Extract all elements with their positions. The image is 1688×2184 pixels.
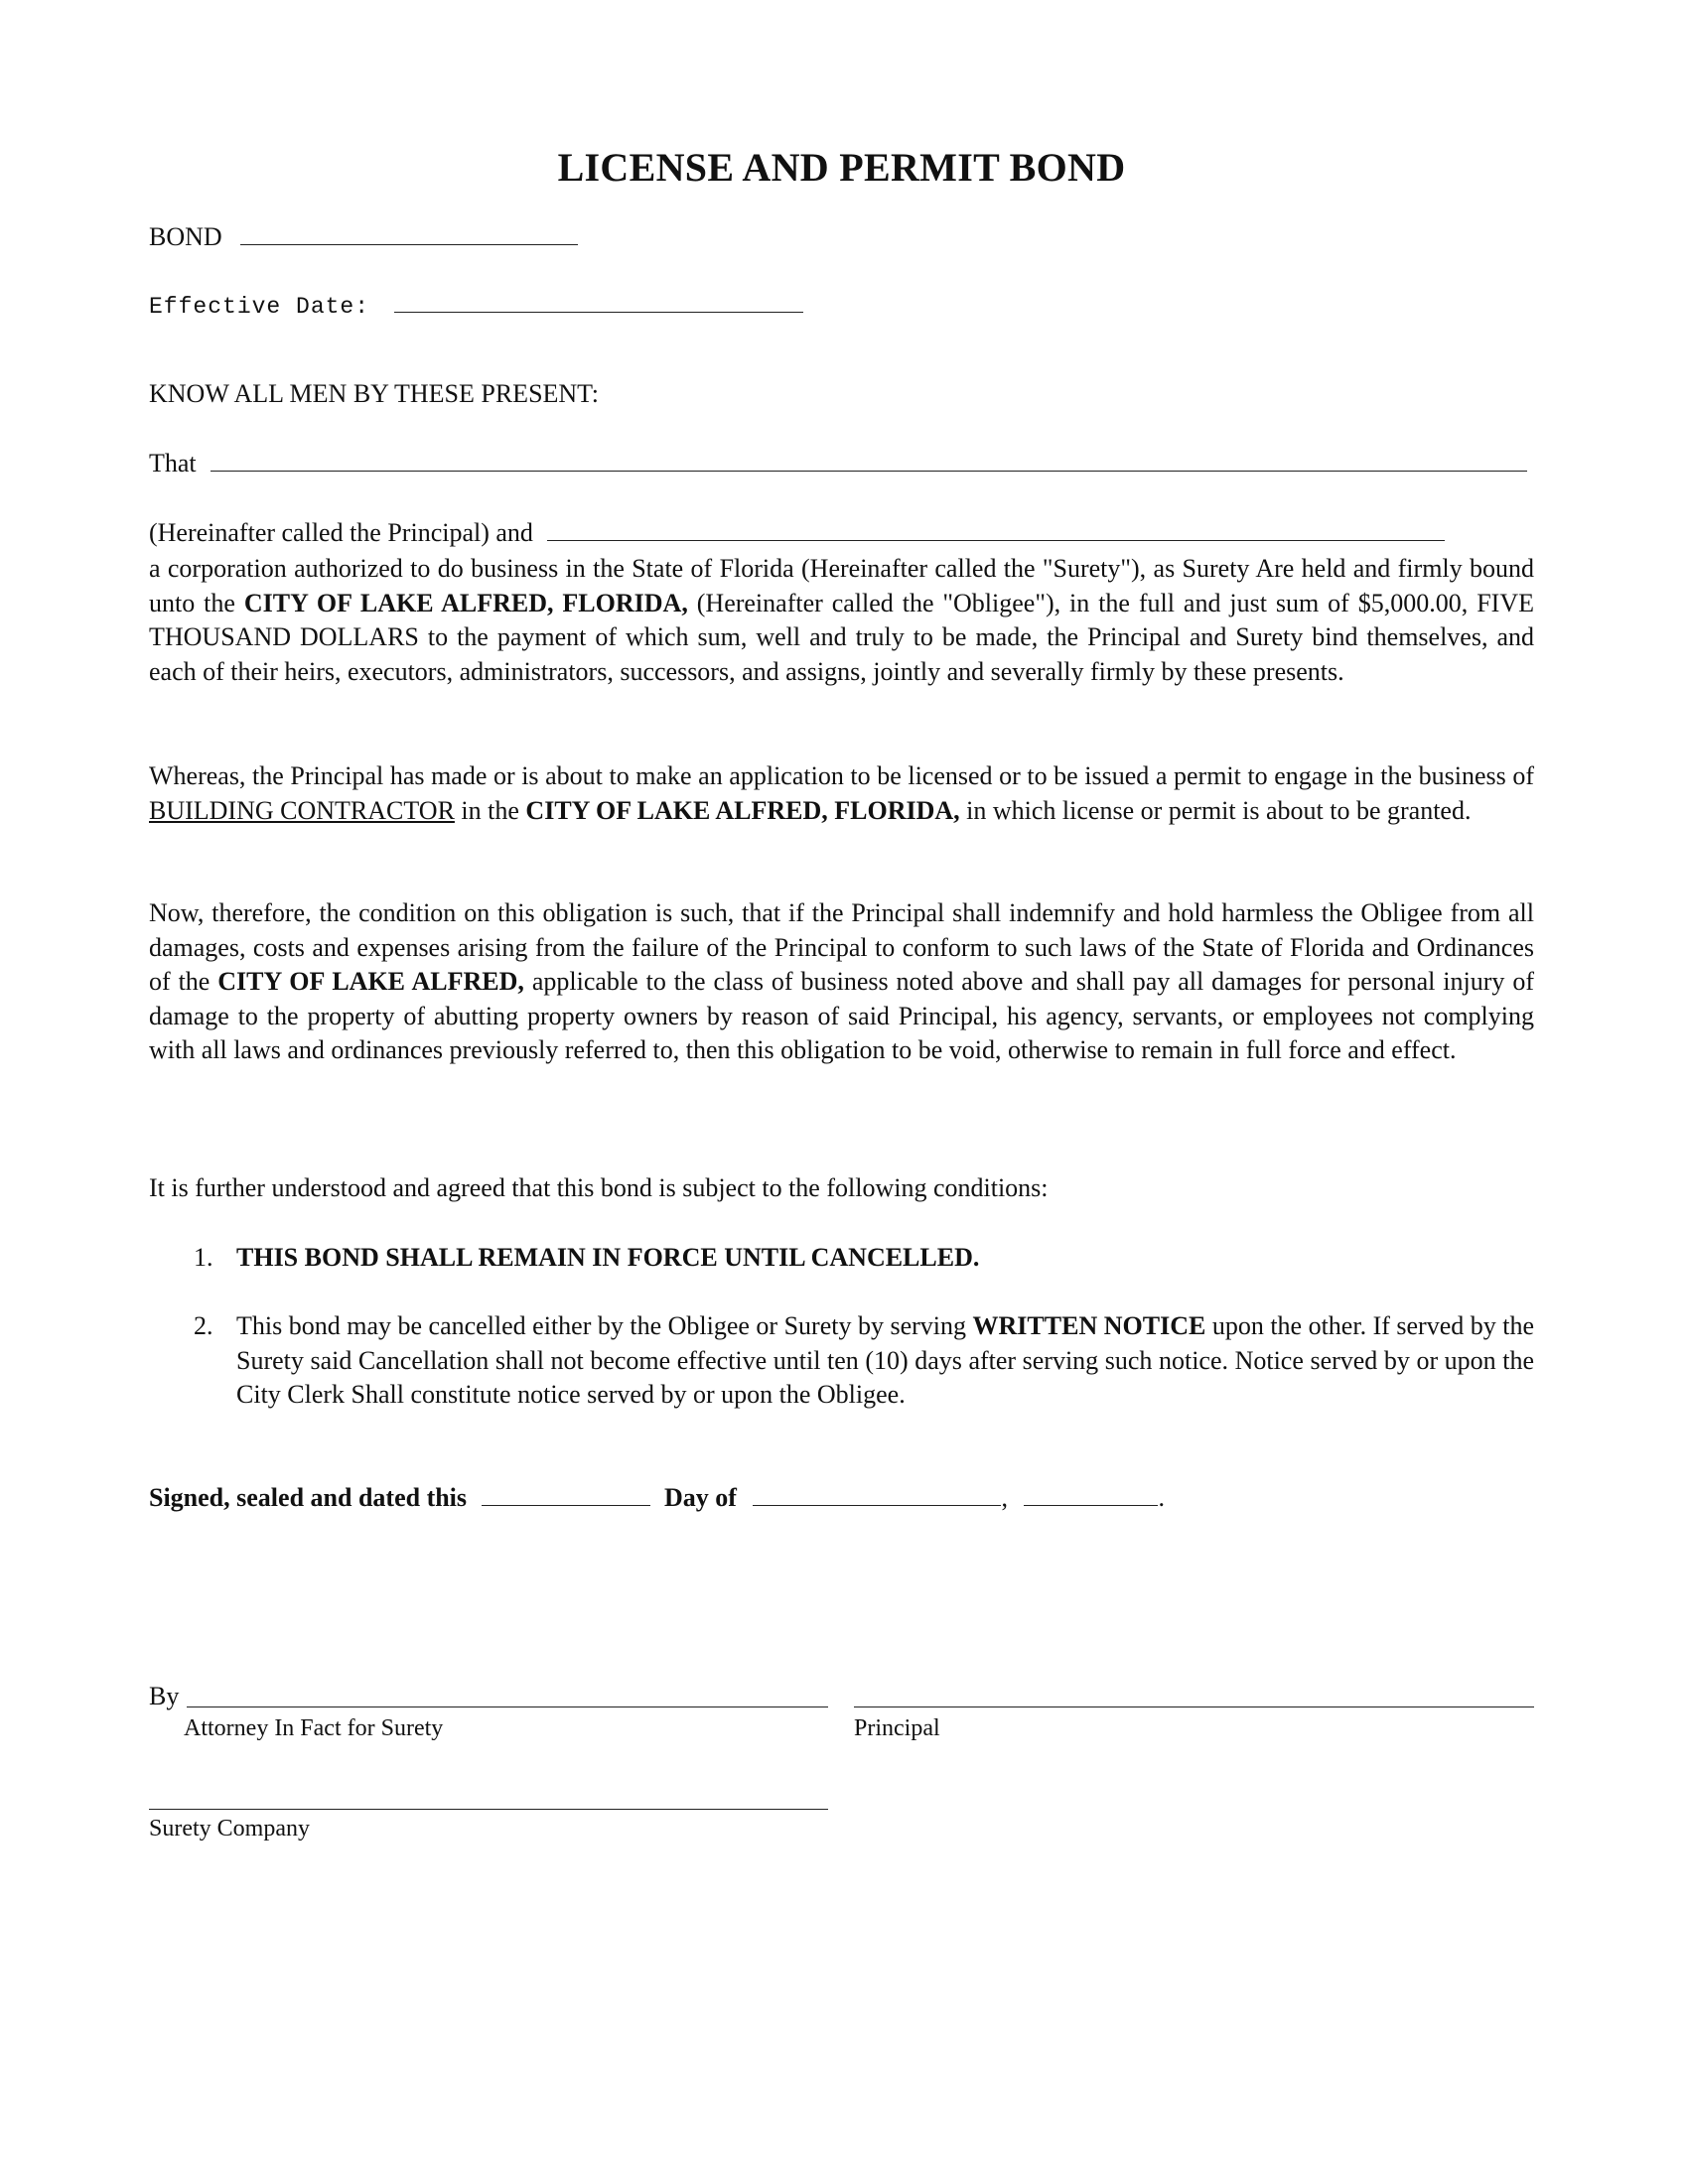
- city-name: CITY OF LAKE ALFRED, FLORIDA,: [243, 588, 688, 617]
- know-all-heading: KNOW ALL MEN BY THESE PRESENT:: [149, 379, 599, 408]
- surety-name-field[interactable]: [547, 539, 1445, 541]
- that-label: That: [149, 449, 197, 478]
- business-type: BUILDING CONTRACTOR: [149, 795, 455, 825]
- page-title: LICENSE AND PERMIT BOND: [557, 145, 1126, 190]
- day-of-label: Day of: [664, 1483, 737, 1512]
- attorney-signature-line[interactable]: [187, 1706, 828, 1707]
- signed-dated-row: Signed, sealed and dated this Day of , .: [149, 1483, 1165, 1512]
- signed-label: Signed, sealed and dated this: [149, 1483, 468, 1512]
- month-field[interactable]: [753, 1504, 1001, 1506]
- bond-number-row: [149, 220, 578, 254]
- condition-item: 1. THIS BOND SHALL REMAIN IN FORCE UNTIL CANCELLED.: [194, 1243, 980, 1272]
- city-name: CITY OF LAKE ALFRED, FLORIDA,: [525, 795, 960, 825]
- that-row: [149, 447, 1527, 480]
- surety-company-caption: Surety Company: [149, 1816, 310, 1842]
- bond-obligation-paragraph: a corporation authorized to do business in the State of Florida (Hereinafter called the "Surety"), as Surety Are held and firmly bound unto the CITY OF LAKE ALFRED, FLORIDA, (Hereinafter called the "Obligee"), in the full and just sum of $5,000.00, FIVE THOUSAND DOLLARS to the payment of which sum, well and truly to be made, the Principal and Surety bind themselves, and each of their heirs, executors, administrators, successors, and assigns, jointly and severally firmly by these presents.: [149, 554, 1534, 686]
- effective-date-field[interactable]: [394, 311, 803, 313]
- year-field[interactable]: [1024, 1504, 1158, 1506]
- principal-signature-line[interactable]: [854, 1706, 1534, 1707]
- conditions-intro: It is further understood and agreed that this bond is subject to the following conditions:: [149, 1173, 1049, 1202]
- city-name: CITY OF LAKE ALFRED,: [217, 967, 524, 997]
- effective-date-row: [149, 290, 803, 324]
- principal-name-field[interactable]: [211, 470, 1527, 472]
- principal-caption: Principal: [854, 1715, 940, 1741]
- condition-item: 2. This bond may be cancelled either by the Obligee or Surety by serving WRITTEN NOTICE upon the other. If served by the Surety said Cancellation shall not become effective until ten (10) days after serving such notice. Notice served by or upon the City Clerk Shall constitute notice served by or upon the Obligee.: [194, 1311, 1535, 1410]
- whereas-paragraph: Whereas, the Principal has made or is about to make an application to be licensed or to be issued a permit to engage in the business of BUILDING CONTRACTOR in the CITY OF LAKE ALFRED, FLORIDA, in which license or permit is about to be granted.: [149, 761, 1534, 825]
- bond-number-field[interactable]: [240, 243, 578, 245]
- by-label: By: [149, 1682, 180, 1710]
- principal-and-label: (Hereinafter called the Principal) and: [149, 518, 533, 547]
- day-field[interactable]: [482, 1504, 650, 1506]
- condition-paragraph: Now, therefore, the condition on this obligation is such, that if the Principal shall indemnify and hold harmless the Obligee from all damages, costs and expenses arising from the failure of the Principal to conform to such laws of the State of Florida and Ordinances of the CITY OF LAKE ALFRED, applicable to the class of business noted above and shall pay all damages for personal injury of damage to the property of abutting property owners by reason of said Principal, his agency, servants, or employees not complying with all laws and ordinances previously referred to, then this obligation to be void, otherwise to remain in full force and effect.: [149, 898, 1534, 1065]
- effective-date-label: Effective Date:: [149, 294, 370, 320]
- surety-row: [149, 516, 1445, 550]
- surety-company-line[interactable]: [149, 1809, 828, 1810]
- attorney-caption: Attorney In Fact for Surety: [184, 1715, 444, 1741]
- bond-label: BOND: [149, 222, 222, 251]
